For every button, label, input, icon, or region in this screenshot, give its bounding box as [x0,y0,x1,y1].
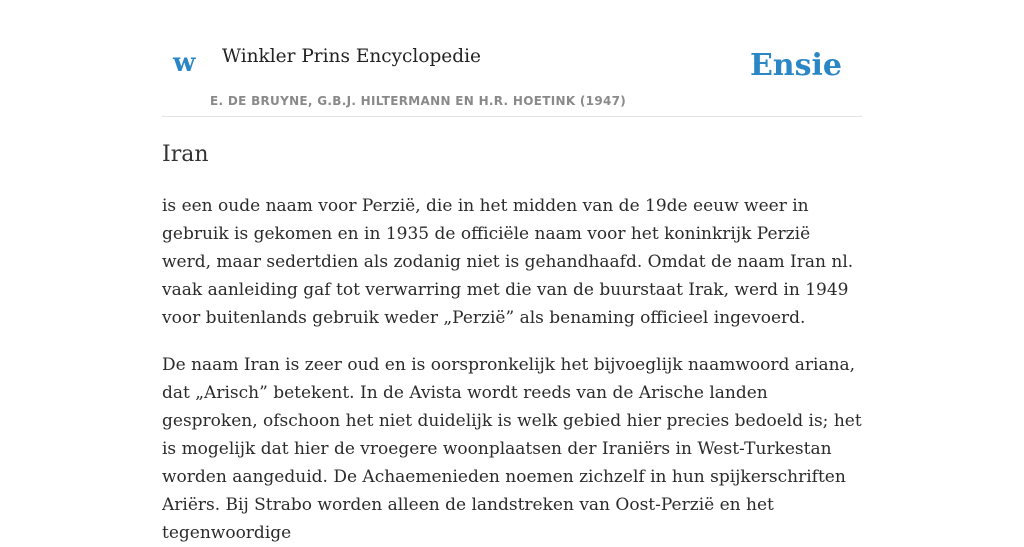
brand-logo[interactable]: Ensie [749,48,842,83]
article-paragraph-2: De naam Iran is zeer oud en is oorspronkelijk het bijvoeglijk naamwoord ariana, dat „Arisch” betekent. In de Avista wordt reeds van de Arische landen gesproken, ofschoon het niet duidelijk is welk gebied hier precies bedoeld is; het is mogelijk dat hier de vroegere woonplaatsen der Iraniërs in West-Turkestan worden aangeduid. De Achaemenieden noemen zichzelf in hun spijkerschriften Ariërs. Bij Strabo worden alleen de landstreken van Oost-Perzië en het tegenwoordige [162,355,862,543]
source-logo-icon[interactable]: w [173,48,196,78]
source-title[interactable]: Winkler Prins Encyclopedie [222,46,481,67]
article-paragraph-1: is een oude naam voor Perzië, die in het midden van de 19de eeuw weer in gebruik is gekomen en in 1935 de officiële naam voor het koninkrijk Perzië werd, maar sedertdien als zodanig niet is gehandhaafd. Omdat de naam Iran nl. vaak aanleiding gaf tot verwarring met die van de buurstaat Irak, werd in 1949 voor buitenlands gebruik weder „Perzië” als benaming officieel ingevoerd. [162,196,854,328]
source-authors: E. DE BRUYNE, G.B.J. HILTERMANN EN H.R. HOETINK (1947) [210,94,627,108]
site-header [162,0,862,117]
article [162,140,862,547]
article-title: Iran [162,142,209,167]
